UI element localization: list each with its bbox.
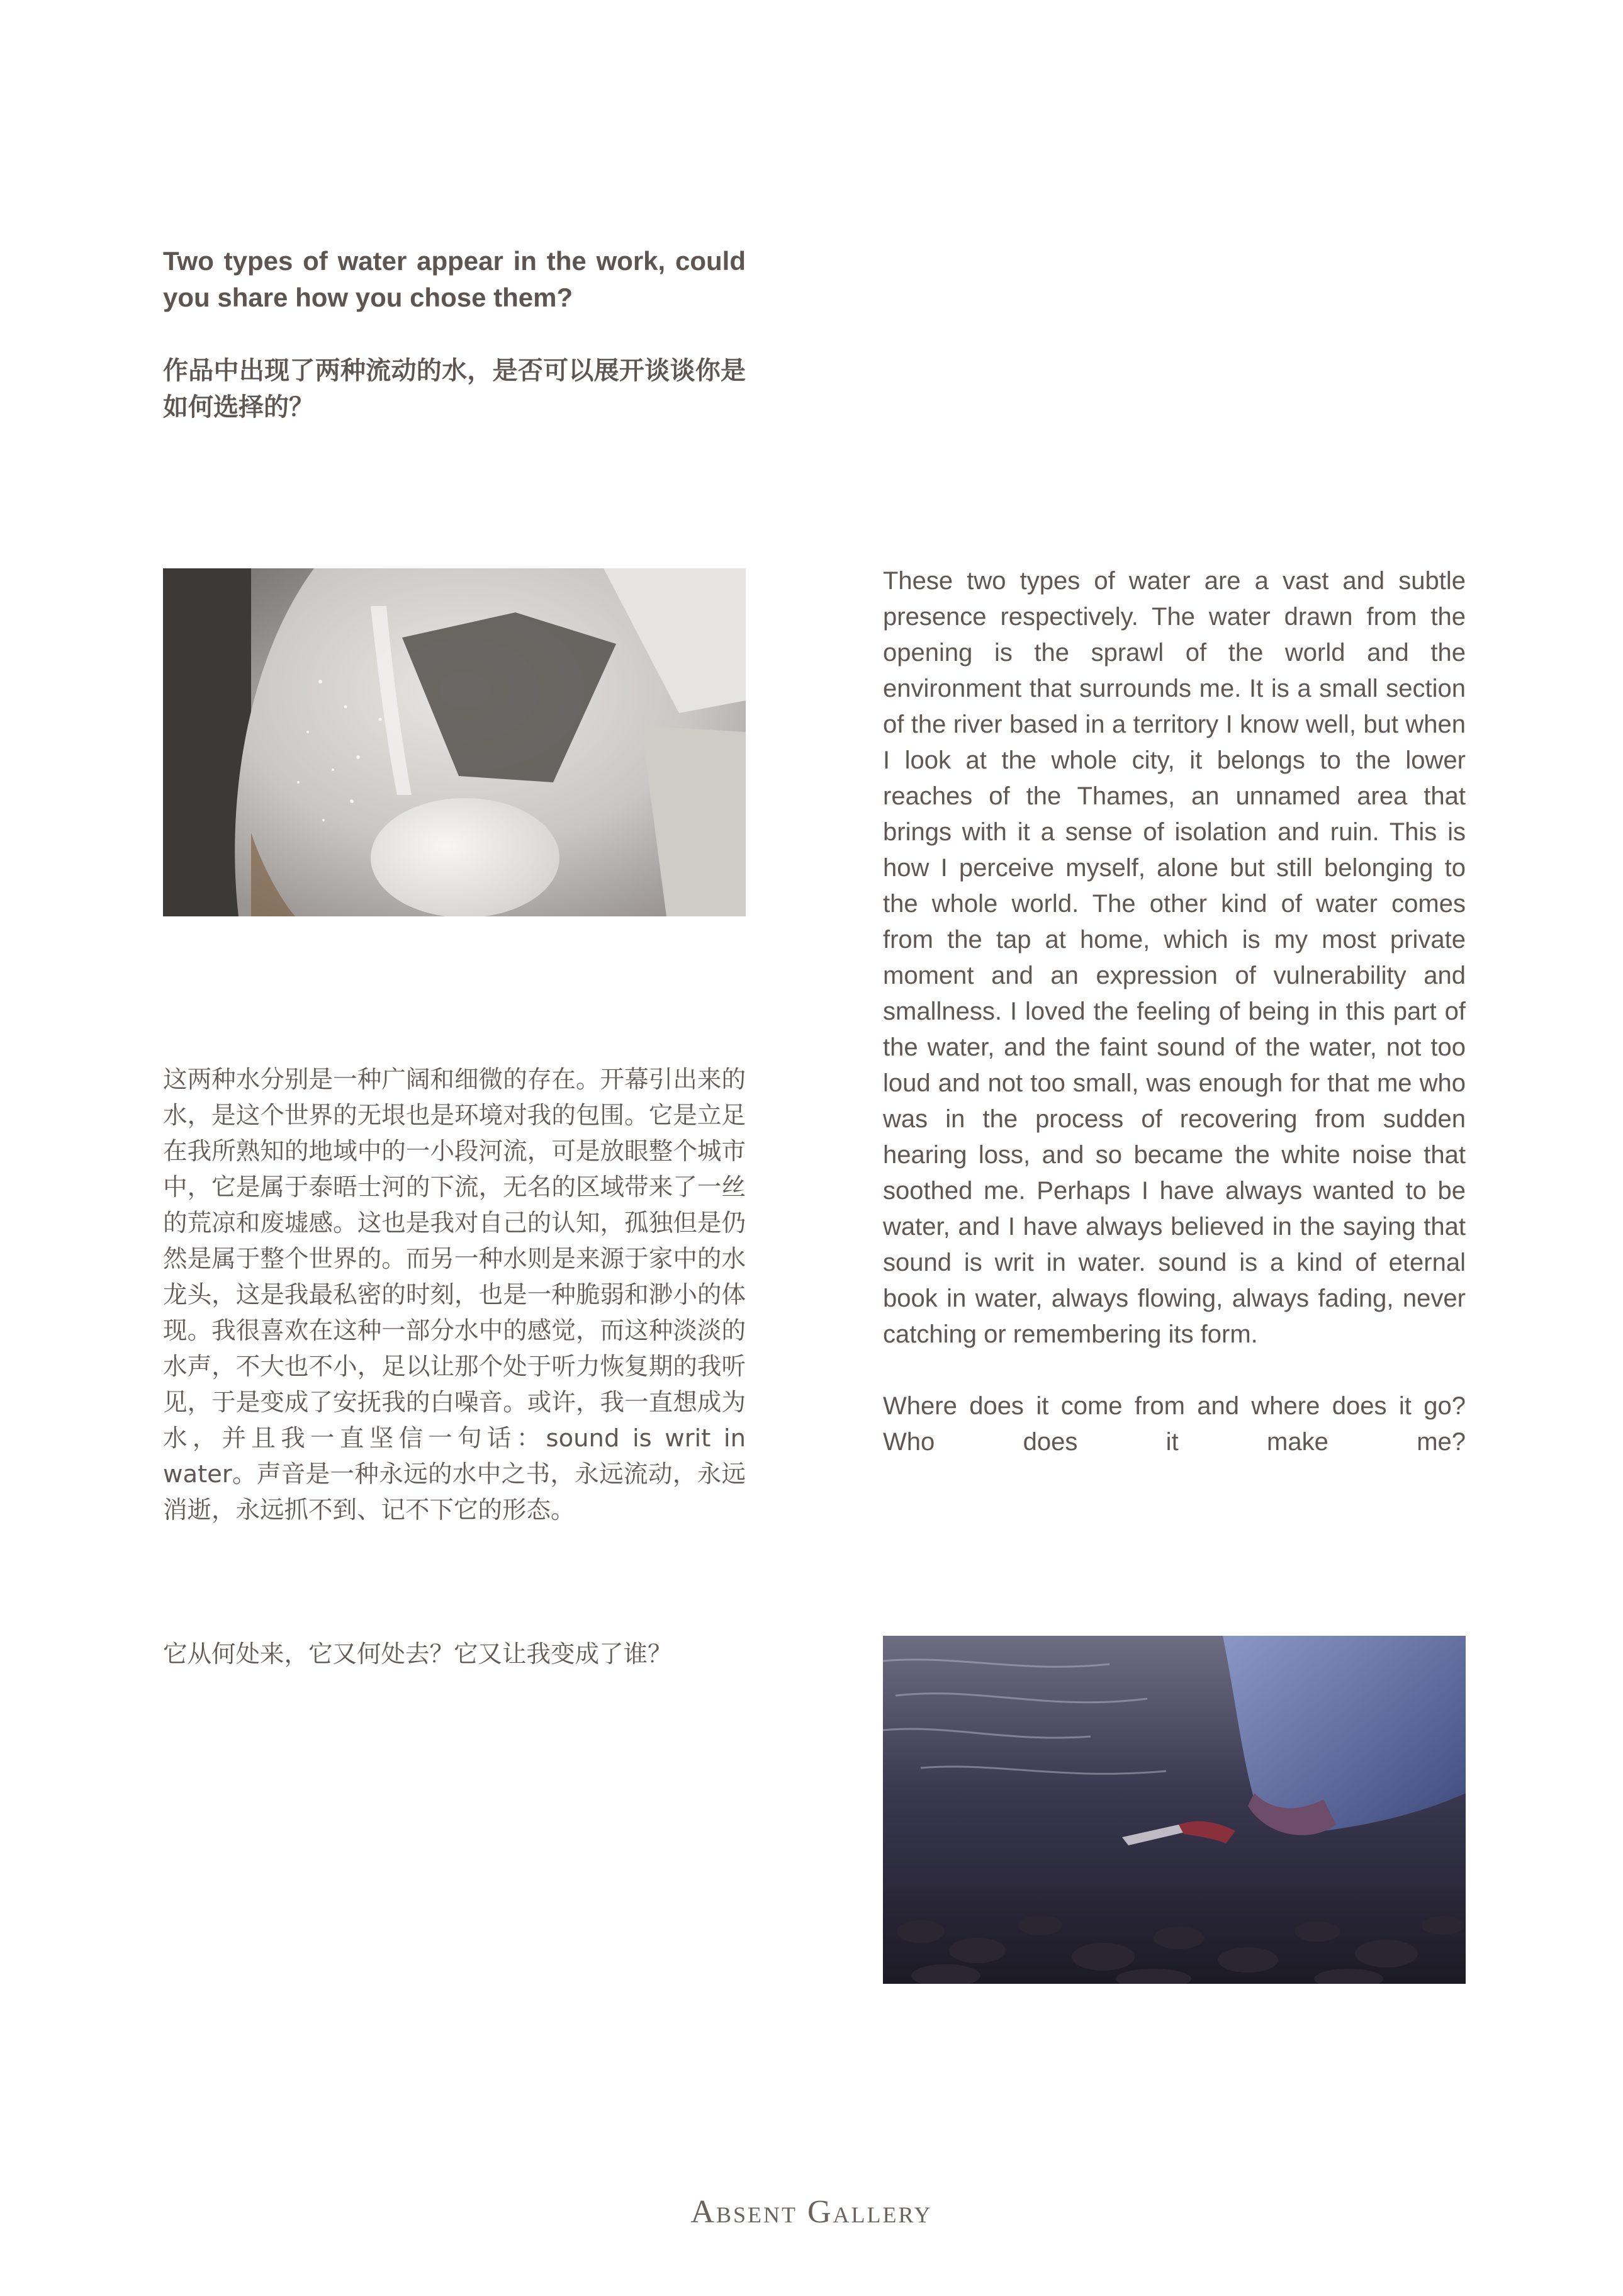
question-english: Two types of water appear in the work, could you share how you chose them? (163, 246, 746, 312)
question-block (163, 243, 746, 425)
answer-chinese-closing: 它从何处来，它又何处去？它又让我变成了谁？ (163, 1640, 672, 1669)
answer-english-paragraph: These two types of water are a vast and subtle presence respectively. The water drawn from the opening is the sprawl of the world and the environment that surrounds me. It is a small section of the river based in a territory I know well, but when I look at the whole city, it belongs to the lower reaches of the Thames, an unnamed area that brings with it a sense of isolation and ruin. This is how I perceive myself, alone but still belonging to the whole world. The other kind of water comes from the tap at home, which is my most private moment and an expression of vulnerability and smallness. I loved the feeling of being in this part of the water, and the faint sound of the water, not too loud and not too small, was enough for that me who was in the process of recovering from sudden hearing loss, and so became the white noise that soothed me. Perhaps I have always wanted to be water, and I have always believed in the saying that sound is writ in water. sound is a kind of eternal book in water, always flowing, always fading, never catching or remembering its form. (883, 567, 1466, 1348)
answer-english (883, 563, 1466, 1460)
answer-chinese-paragraph: 这两种水分别是一种广阔和细微的存在。开幕引出来的水，是这个世界的无垠也是环境对我的包围。它是立足在我所熟知的地域中的一小段河流，可是放眼整个城市中，它是属于泰晤士河的下流，无名的区域带来了一丝的荒凉和废墟感。这也是我对自己的认知，孤独但是仍然是属于整个世界的。而另一种水则是来源于家中的水龙头，这是我最私密的时刻，也是一种脆弱和渺小的体现。我很喜欢在这种一部分水中的感觉，而这种淡淡的水声，不大也不小，足以让那个处于听力恢复期的我听见，于是变成了安抚我的白噪音。或许，我一直想成为水，并且我一直坚信一句话：sound is writ in water。声音是一种永远的水中之书，永远流动，永远消逝，永远抓不到、记不下它的形态。 (163, 1066, 746, 1524)
river-shore-photo (883, 1636, 1466, 1984)
tap-water-photo (163, 568, 746, 916)
question-chinese: 作品中出现了两种流动的水，是否可以展开谈谈你是如何选择的？ (163, 356, 746, 422)
gallery-brand: Absent Gallery (690, 2194, 933, 2230)
answer-english-closing: Where does it come from and where does it go? Who does it make me? (883, 1392, 1466, 1456)
